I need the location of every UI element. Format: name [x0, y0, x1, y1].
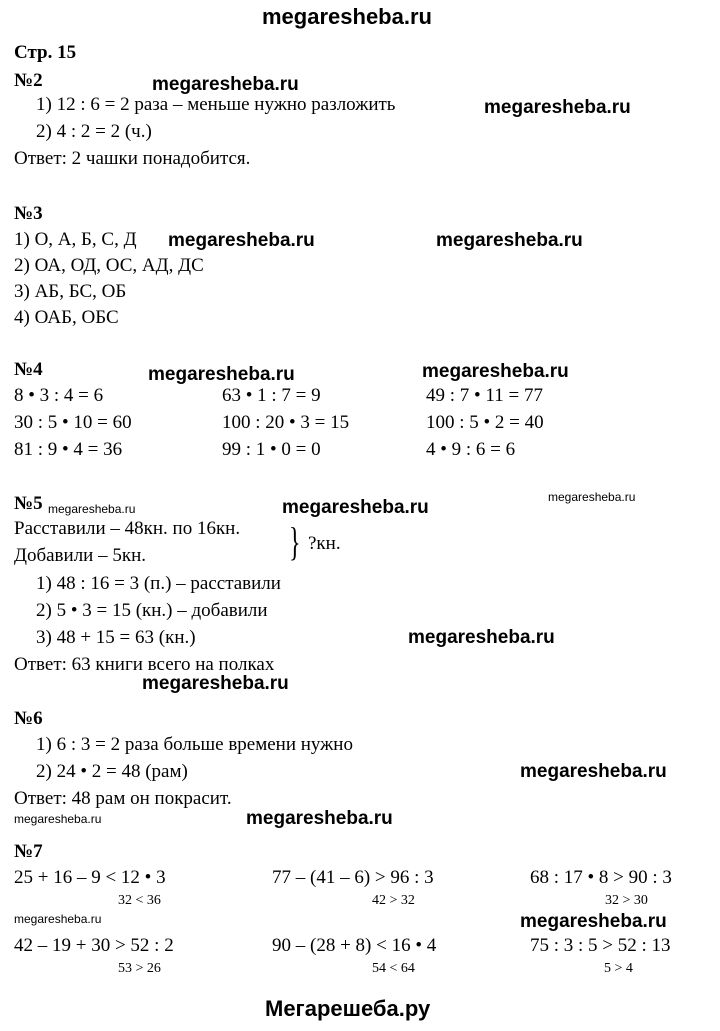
- task2-number: №2: [14, 70, 43, 91]
- task7-expr: 42 – 19 + 30 > 52 : 2: [14, 935, 174, 956]
- watermark: megaresheba.ru: [408, 627, 555, 648]
- task4-expr: 49 : 7 • 11 = 77: [426, 385, 543, 406]
- task4-expr: 99 : 1 • 0 = 0: [222, 439, 321, 460]
- task5-condition2: Добавили – 5кн.: [14, 545, 146, 566]
- task4-expr: 100 : 20 • 3 = 15: [222, 412, 350, 433]
- task7-expr: 77 – (41 – 6) > 96 : 3: [272, 867, 434, 888]
- task6-line2: 2) 24 • 2 = 48 (рам): [36, 761, 188, 782]
- task6-answer: Ответ: 48 рам он покрасит.: [14, 788, 232, 809]
- task3-line1: 1) О, А, Б, С, Д: [14, 229, 137, 250]
- task5-condition1: Расставили – 48кн. по 16кн.: [14, 518, 241, 539]
- task5-question: ?кн.: [308, 533, 341, 554]
- watermark: megaresheba.ru: [14, 812, 102, 826]
- task7-expr: 25 + 16 – 9 < 12 • 3: [14, 867, 166, 888]
- watermark: megaresheba.ru: [14, 912, 102, 926]
- task4-expr: 100 : 5 • 2 = 40: [426, 412, 544, 433]
- task7-check: 5 > 4: [604, 961, 633, 976]
- watermark: megaresheba.ru: [548, 490, 636, 504]
- task7-check: 32 < 36: [118, 893, 161, 908]
- watermark: megaresheba.ru: [520, 761, 667, 782]
- watermark: megaresheba.ru: [422, 361, 569, 382]
- watermark: megaresheba.ru: [246, 808, 393, 829]
- task7-check: 32 > 30: [605, 893, 648, 908]
- task5-number: №5: [14, 493, 43, 514]
- task7-expr: 75 : 3 : 5 > 52 : 13: [530, 935, 671, 956]
- task4-number: №4: [14, 359, 43, 380]
- watermark: megaresheba.ru: [142, 673, 289, 694]
- footer-site: Мегарешеба.ру: [265, 996, 431, 1021]
- task5-line1: 1) 48 : 16 = 3 (п.) – расставили: [36, 573, 281, 594]
- task3-line2: 2) ОА, ОД, ОС, АД, ДС: [14, 255, 204, 276]
- task7-expr: 68 : 17 • 8 > 90 : 3: [530, 867, 672, 888]
- watermark: megaresheba.ru: [152, 74, 299, 95]
- watermark: megaresheba.ru: [168, 230, 315, 251]
- task3-line3: 3) АБ, БС, ОБ: [14, 281, 127, 302]
- task5-line3: 3) 48 + 15 = 63 (кн.): [36, 627, 196, 648]
- task5-line2: 2) 5 • 3 = 15 (кн.) – добавили: [36, 600, 268, 621]
- watermark: megaresheba.ru: [282, 497, 429, 518]
- watermark: megaresheba.ru: [148, 364, 295, 385]
- task4-expr: 8 • 3 : 4 = 6: [14, 385, 104, 406]
- task7-check: 54 < 64: [372, 961, 415, 976]
- task2-line2: 2) 4 : 2 = 2 (ч.): [36, 121, 152, 142]
- site-title: megaresheba.ru: [262, 4, 432, 29]
- task4-expr: 30 : 5 • 10 = 60: [14, 412, 132, 433]
- watermark: megaresheba.ru: [436, 230, 583, 251]
- watermark: megaresheba.ru: [520, 911, 667, 932]
- task4-expr: 63 • 1 : 7 = 9: [222, 385, 321, 406]
- task2-line1: 1) 12 : 6 = 2 раза – меньше нужно разложить: [36, 94, 396, 115]
- task5-answer: Ответ: 63 книги всего на полках: [14, 654, 275, 675]
- task6-number: №6: [14, 708, 43, 729]
- task7-check: 42 > 32: [372, 893, 415, 908]
- task4-expr: 81 : 9 • 4 = 36: [14, 439, 123, 460]
- task7-number: №7: [14, 841, 43, 862]
- watermark: megaresheba.ru: [48, 502, 136, 516]
- task6-line1: 1) 6 : 3 = 2 раза больше времени нужно: [36, 734, 353, 755]
- task4-expr: 4 • 9 : 6 = 6: [426, 439, 516, 460]
- watermark: megaresheba.ru: [484, 97, 631, 118]
- task3-line4: 4) ОАБ, ОБС: [14, 307, 119, 328]
- task7-expr: 90 – (28 + 8) < 16 • 4: [272, 935, 437, 956]
- task2-answer: Ответ: 2 чашки понадобится.: [14, 148, 251, 169]
- page-number: Стр. 15: [14, 42, 77, 63]
- brace-icon: }: [289, 519, 301, 564]
- task7-check: 53 > 26: [118, 961, 161, 976]
- task3-number: №3: [14, 203, 43, 224]
